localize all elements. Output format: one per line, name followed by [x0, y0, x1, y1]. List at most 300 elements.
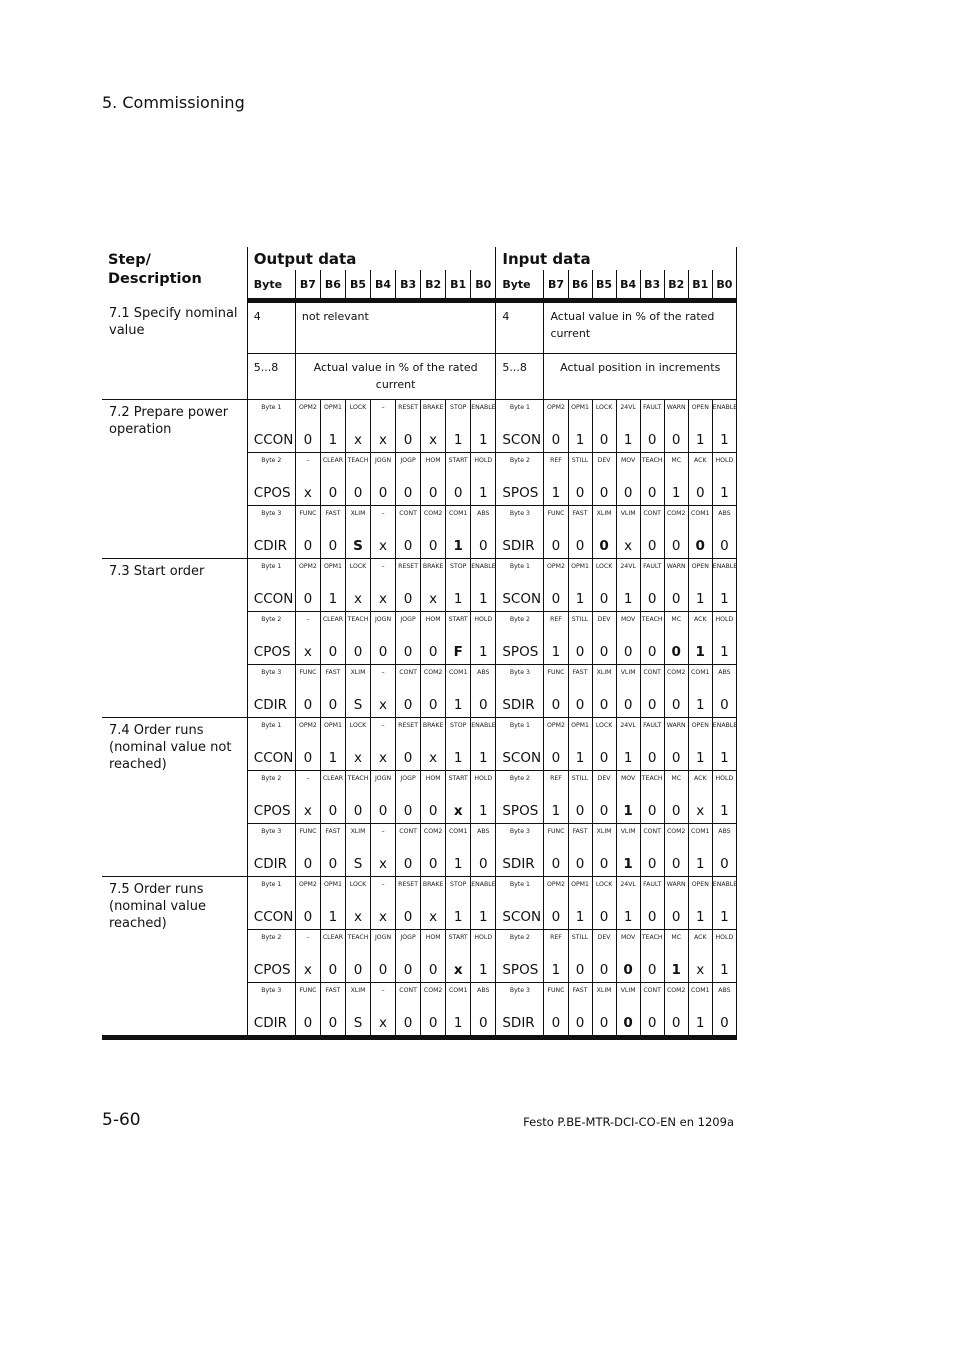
bit-value: 0: [396, 481, 421, 506]
bit-label: JOGN: [371, 612, 396, 641]
bit-value: 0: [371, 958, 396, 983]
bit-value: 0: [396, 428, 421, 453]
bit-label: CONT: [640, 824, 664, 853]
bit-value: 0: [640, 534, 664, 559]
bit-value: 0: [592, 799, 616, 824]
bit-value: 0: [568, 534, 592, 559]
step-row-7-1: [102, 301, 737, 354]
bit-label: WARN: [664, 400, 688, 429]
bit-value: 0: [568, 693, 592, 718]
bit-label: ABS: [712, 824, 736, 853]
bit-label: –: [371, 559, 396, 588]
bit-label: COM1: [688, 506, 712, 535]
bit-value: 1: [446, 428, 471, 453]
bit-value: x: [688, 958, 712, 983]
bit-value: 1: [544, 799, 568, 824]
bit-label: ENABLE: [471, 400, 496, 429]
bit-label: BRAKE: [421, 400, 446, 429]
bit-label: –: [295, 930, 320, 959]
bit-value: 1: [446, 693, 471, 718]
bit-label: CLEAR: [320, 930, 345, 959]
bit-value: 1: [688, 1011, 712, 1038]
bit-label: COM2: [664, 665, 688, 694]
bit-label: CONT: [396, 665, 421, 694]
bit-value: 0: [592, 481, 616, 506]
bit-label: ABS: [712, 983, 736, 1012]
bit-value: 0: [295, 1011, 320, 1038]
header-input-data: Input data: [496, 247, 737, 270]
bit-value: 0: [320, 1011, 345, 1038]
bit-value: 1: [712, 481, 736, 506]
bit-value: 0: [664, 905, 688, 930]
bit-label: –: [371, 824, 396, 853]
bit-label: XLIM: [345, 983, 370, 1012]
register-name: CCON: [247, 746, 295, 771]
bit-label: STOP: [446, 877, 471, 906]
bit-label: ENABLE: [712, 877, 736, 906]
bit-value: 0: [471, 534, 496, 559]
bit-label: HOM: [421, 771, 446, 800]
bit-value: x: [295, 481, 320, 506]
bit-value: 0: [295, 905, 320, 930]
bit-value: 0: [396, 640, 421, 665]
in-text: Actual value in % of the rated current: [544, 301, 737, 354]
byte-label: Byte 3: [496, 983, 544, 1012]
header-bit-in: B7: [544, 270, 568, 301]
bit-label: DEV: [592, 930, 616, 959]
bit-value: 0: [712, 852, 736, 877]
bit-label: –: [371, 665, 396, 694]
register-name: SDIR: [496, 693, 544, 718]
bit-label: ENABLE: [471, 877, 496, 906]
bit-value: x: [371, 693, 396, 718]
bit-label: HOLD: [471, 771, 496, 800]
byte-label: Byte 3: [247, 506, 295, 535]
bit-value: 0: [421, 693, 446, 718]
bit-value: 0: [664, 693, 688, 718]
bit-label-row: [102, 718, 737, 747]
bit-value: 0: [371, 799, 396, 824]
bit-label: XLIM: [592, 824, 616, 853]
bit-value: 1: [688, 693, 712, 718]
bit-label: DEV: [592, 453, 616, 482]
bit-label: LOCK: [592, 400, 616, 429]
bit-value: 0: [371, 640, 396, 665]
bit-value: 0: [371, 481, 396, 506]
bit-value: 0: [544, 852, 568, 877]
bit-label: FUNC: [544, 506, 568, 535]
bit-label: HOLD: [471, 612, 496, 641]
bit-label: CONT: [396, 506, 421, 535]
bit-value: 0: [640, 640, 664, 665]
bit-value: 1: [616, 799, 640, 824]
byte-label: Byte 2: [496, 612, 544, 641]
section-heading: 5. Commissioning: [102, 93, 245, 112]
bit-label: ENABLE: [712, 718, 736, 747]
bit-value: x: [295, 958, 320, 983]
byte-label: Byte 3: [496, 506, 544, 535]
bit-value: 0: [616, 958, 640, 983]
bit-label-row: [102, 400, 737, 429]
bit-value: 1: [688, 587, 712, 612]
header-bit-in: B1: [688, 270, 712, 301]
bit-value: 0: [295, 693, 320, 718]
bit-label: TEACH: [640, 453, 664, 482]
out-byte: 5...8: [247, 354, 295, 400]
bit-value: x: [371, 746, 396, 771]
bit-label: FAULT: [640, 877, 664, 906]
bit-label: COM2: [664, 506, 688, 535]
bit-label: STILL: [568, 612, 592, 641]
register-name: CDIR: [247, 534, 295, 559]
bit-value: 0: [712, 693, 736, 718]
bit-value: 0: [640, 428, 664, 453]
bit-label: MC: [664, 453, 688, 482]
bit-label: STILL: [568, 771, 592, 800]
bit-value: 0: [345, 640, 370, 665]
bit-label: XLIM: [345, 665, 370, 694]
bit-label: VLIM: [616, 824, 640, 853]
bit-value: 0: [295, 852, 320, 877]
bit-value: 0: [471, 693, 496, 718]
page-number: 5-60: [102, 1110, 141, 1130]
header-bit-out: B5: [345, 270, 370, 301]
bit-value: 1: [544, 640, 568, 665]
bit-label: HOM: [421, 612, 446, 641]
header-bit-out: B6: [320, 270, 345, 301]
bit-label: FUNC: [544, 824, 568, 853]
byte-label: Byte 3: [247, 983, 295, 1012]
byte-label: Byte 1: [247, 877, 295, 906]
bit-label: ACK: [688, 612, 712, 641]
bit-label: ABS: [471, 983, 496, 1012]
bit-value: 0: [592, 693, 616, 718]
bit-label: OPM2: [544, 559, 568, 588]
bit-label: FAULT: [640, 400, 664, 429]
out-text: Actual value in % of the rated current: [295, 354, 495, 400]
bit-label: JOGP: [396, 612, 421, 641]
bit-value: 1: [616, 428, 640, 453]
bit-label: COM1: [688, 824, 712, 853]
step-desc: 7.2 Prepare power operation: [102, 400, 247, 559]
bit-label: –: [371, 877, 396, 906]
bit-label: XLIM: [345, 506, 370, 535]
bit-value: 0: [688, 534, 712, 559]
bit-value: x: [371, 1011, 396, 1038]
bit-label: OPEN: [688, 400, 712, 429]
header-bit-in: B4: [616, 270, 640, 301]
out-byte: 4: [247, 301, 295, 354]
bit-value: 0: [640, 481, 664, 506]
header-byte-in: Byte: [496, 270, 544, 301]
bit-value: x: [421, 746, 446, 771]
bit-value: x: [371, 905, 396, 930]
bit-label: COM1: [446, 665, 471, 694]
header-bit-in: B2: [664, 270, 688, 301]
bit-label: DEV: [592, 771, 616, 800]
register-name: CPOS: [247, 958, 295, 983]
step-desc: 7.5 Order runs (nominal value reached): [102, 877, 247, 1038]
bit-label: HOLD: [712, 453, 736, 482]
bit-value: F: [446, 640, 471, 665]
bit-value: 1: [664, 481, 688, 506]
header-bit-out: B4: [371, 270, 396, 301]
bit-label: 24VL: [616, 718, 640, 747]
bit-label: COM1: [446, 506, 471, 535]
bit-value: 0: [640, 746, 664, 771]
bit-label: COM1: [688, 665, 712, 694]
bit-label: TEACH: [640, 930, 664, 959]
bit-label: OPM1: [320, 559, 345, 588]
bit-value: 0: [345, 958, 370, 983]
register-name: CPOS: [247, 799, 295, 824]
bit-value: x: [446, 799, 471, 824]
bit-label: RESET: [396, 718, 421, 747]
bit-value: 0: [592, 905, 616, 930]
bit-label: COM2: [421, 983, 446, 1012]
bit-label: MC: [664, 612, 688, 641]
bit-value: 0: [592, 640, 616, 665]
bit-value: 0: [421, 481, 446, 506]
byte-label: Byte 2: [247, 771, 295, 800]
bit-label: OPEN: [688, 718, 712, 747]
in-byte: 4: [496, 301, 544, 354]
bit-label: STOP: [446, 718, 471, 747]
byte-label: Byte 1: [496, 559, 544, 588]
bit-label: JOGP: [396, 771, 421, 800]
bit-value: 0: [640, 799, 664, 824]
byte-label: Byte 1: [496, 877, 544, 906]
bit-value: 1: [712, 799, 736, 824]
bit-value: 1: [320, 587, 345, 612]
bit-label: ABS: [712, 665, 736, 694]
bit-value: 0: [544, 905, 568, 930]
bit-label: –: [371, 400, 396, 429]
bit-value: 0: [640, 1011, 664, 1038]
register-name: CDIR: [247, 852, 295, 877]
bit-value: 1: [568, 428, 592, 453]
bit-label: JOGN: [371, 930, 396, 959]
bit-value: 0: [320, 481, 345, 506]
bit-value: 1: [320, 905, 345, 930]
out-text: not relevant: [295, 301, 495, 354]
bit-value: x: [446, 958, 471, 983]
bit-label: OPM2: [295, 400, 320, 429]
bit-value: 0: [664, 587, 688, 612]
bit-label: COM1: [446, 824, 471, 853]
bit-value: x: [295, 799, 320, 824]
bit-value: 0: [712, 1011, 736, 1038]
bit-value: 0: [295, 587, 320, 612]
bit-label-row: [102, 877, 737, 906]
bit-value: 0: [544, 746, 568, 771]
bit-label: RESET: [396, 559, 421, 588]
bit-value: 1: [568, 587, 592, 612]
bit-value: 1: [688, 640, 712, 665]
bit-label: 24VL: [616, 877, 640, 906]
bit-value: 1: [446, 534, 471, 559]
bit-value: x: [371, 852, 396, 877]
in-text: Actual position in increments: [544, 354, 737, 400]
bit-value: 0: [592, 534, 616, 559]
bit-label: TEACH: [345, 612, 370, 641]
bit-value: 0: [664, 799, 688, 824]
register-name: SPOS: [496, 640, 544, 665]
bit-label: XLIM: [592, 506, 616, 535]
bit-label: HOLD: [471, 453, 496, 482]
header-bit-in: B5: [592, 270, 616, 301]
bit-value: x: [345, 587, 370, 612]
bit-value: 0: [568, 481, 592, 506]
bit-value: 0: [592, 958, 616, 983]
bit-label: JOGN: [371, 453, 396, 482]
bit-label: VLIM: [616, 506, 640, 535]
bit-label: OPM1: [320, 400, 345, 429]
bit-label: ABS: [471, 506, 496, 535]
byte-label: Byte 3: [496, 665, 544, 694]
bit-label: ENABLE: [471, 718, 496, 747]
bit-label: MOV: [616, 453, 640, 482]
bit-value: 1: [568, 746, 592, 771]
bit-value: 0: [592, 587, 616, 612]
bit-value: x: [371, 587, 396, 612]
register-name: CCON: [247, 428, 295, 453]
bit-label: HOLD: [471, 930, 496, 959]
bit-label: STOP: [446, 400, 471, 429]
bit-value: 0: [295, 534, 320, 559]
byte-label: Byte 1: [496, 400, 544, 429]
bit-value: S: [345, 693, 370, 718]
bit-label: REF: [544, 771, 568, 800]
byte-label: Byte 1: [247, 559, 295, 588]
bit-label: RESET: [396, 877, 421, 906]
bit-label: CLEAR: [320, 453, 345, 482]
bit-value: 1: [471, 799, 496, 824]
bit-value: 1: [544, 481, 568, 506]
byte-label: Byte 3: [496, 824, 544, 853]
register-name: SCON: [496, 428, 544, 453]
bit-value: 1: [446, 587, 471, 612]
register-name: SDIR: [496, 1011, 544, 1038]
bit-label: JOGP: [396, 930, 421, 959]
bit-value: 0: [421, 958, 446, 983]
bit-label: –: [295, 771, 320, 800]
bit-value: 0: [320, 534, 345, 559]
bit-value: 0: [421, 852, 446, 877]
byte-label: Byte 1: [247, 718, 295, 747]
bit-value: 0: [396, 799, 421, 824]
byte-label: Byte 2: [247, 930, 295, 959]
header-bit-out: B2: [421, 270, 446, 301]
bit-value: 1: [320, 428, 345, 453]
bit-label: TEACH: [345, 771, 370, 800]
bit-value: 0: [640, 958, 664, 983]
bit-label: FAST: [568, 506, 592, 535]
bit-value: 1: [664, 958, 688, 983]
header-bit-in: B3: [640, 270, 664, 301]
bit-value: 1: [712, 905, 736, 930]
bit-value: 0: [640, 693, 664, 718]
bit-label: BRAKE: [421, 877, 446, 906]
bit-label: FUNC: [544, 983, 568, 1012]
bit-value: 0: [664, 1011, 688, 1038]
byte-label: Byte 3: [247, 824, 295, 853]
bit-label: HOLD: [712, 771, 736, 800]
bit-label: FAST: [568, 824, 592, 853]
bit-label: ACK: [688, 930, 712, 959]
bit-label: XLIM: [592, 665, 616, 694]
bit-value: 0: [640, 587, 664, 612]
bit-label: FAULT: [640, 559, 664, 588]
bit-label: COM2: [421, 824, 446, 853]
bit-value: 0: [345, 799, 370, 824]
bit-label: BRAKE: [421, 718, 446, 747]
bit-value: 0: [396, 746, 421, 771]
register-name: CPOS: [247, 481, 295, 506]
bit-value: x: [371, 534, 396, 559]
bit-value: 1: [616, 587, 640, 612]
bit-value: x: [371, 428, 396, 453]
register-name: SCON: [496, 746, 544, 771]
bit-value: 0: [396, 534, 421, 559]
bit-label: HOM: [421, 930, 446, 959]
bit-value: 0: [345, 481, 370, 506]
byte-label: Byte 2: [247, 612, 295, 641]
bit-label: WARN: [664, 877, 688, 906]
bit-value: 0: [320, 852, 345, 877]
register-name: SPOS: [496, 799, 544, 824]
byte-label: Byte 2: [496, 453, 544, 482]
bit-label: VLIM: [616, 983, 640, 1012]
bit-label: ACK: [688, 453, 712, 482]
bit-label: LOCK: [345, 400, 370, 429]
bit-value: x: [688, 799, 712, 824]
byte-label: Byte 2: [247, 453, 295, 482]
bit-label: HOLD: [712, 612, 736, 641]
byte-label: Byte 2: [496, 771, 544, 800]
bit-value: 1: [688, 428, 712, 453]
bit-value: 1: [471, 746, 496, 771]
bit-label: LOCK: [592, 877, 616, 906]
bit-label: OPM1: [568, 718, 592, 747]
bit-label: FAST: [320, 824, 345, 853]
bit-value: 0: [616, 693, 640, 718]
header-bit-out: B0: [471, 270, 496, 301]
bit-value: 0: [544, 693, 568, 718]
bit-value: 1: [688, 905, 712, 930]
bit-value: 0: [396, 905, 421, 930]
bit-value: 1: [616, 905, 640, 930]
bit-label: TEACH: [345, 453, 370, 482]
bit-label: START: [446, 771, 471, 800]
bit-value: 1: [471, 481, 496, 506]
bit-value: 1: [446, 746, 471, 771]
bit-value: 1: [688, 852, 712, 877]
bit-label: LOCK: [592, 559, 616, 588]
bit-value: 0: [568, 799, 592, 824]
bit-label: FAULT: [640, 718, 664, 747]
bit-value: x: [421, 587, 446, 612]
bit-value: 0: [616, 640, 640, 665]
bit-label: COM1: [446, 983, 471, 1012]
bit-label: RESET: [396, 400, 421, 429]
register-name: CDIR: [247, 693, 295, 718]
bit-value: 0: [320, 640, 345, 665]
bit-label: CONT: [396, 983, 421, 1012]
bit-value: 1: [446, 852, 471, 877]
bit-value: x: [345, 428, 370, 453]
bit-value: 0: [664, 640, 688, 665]
